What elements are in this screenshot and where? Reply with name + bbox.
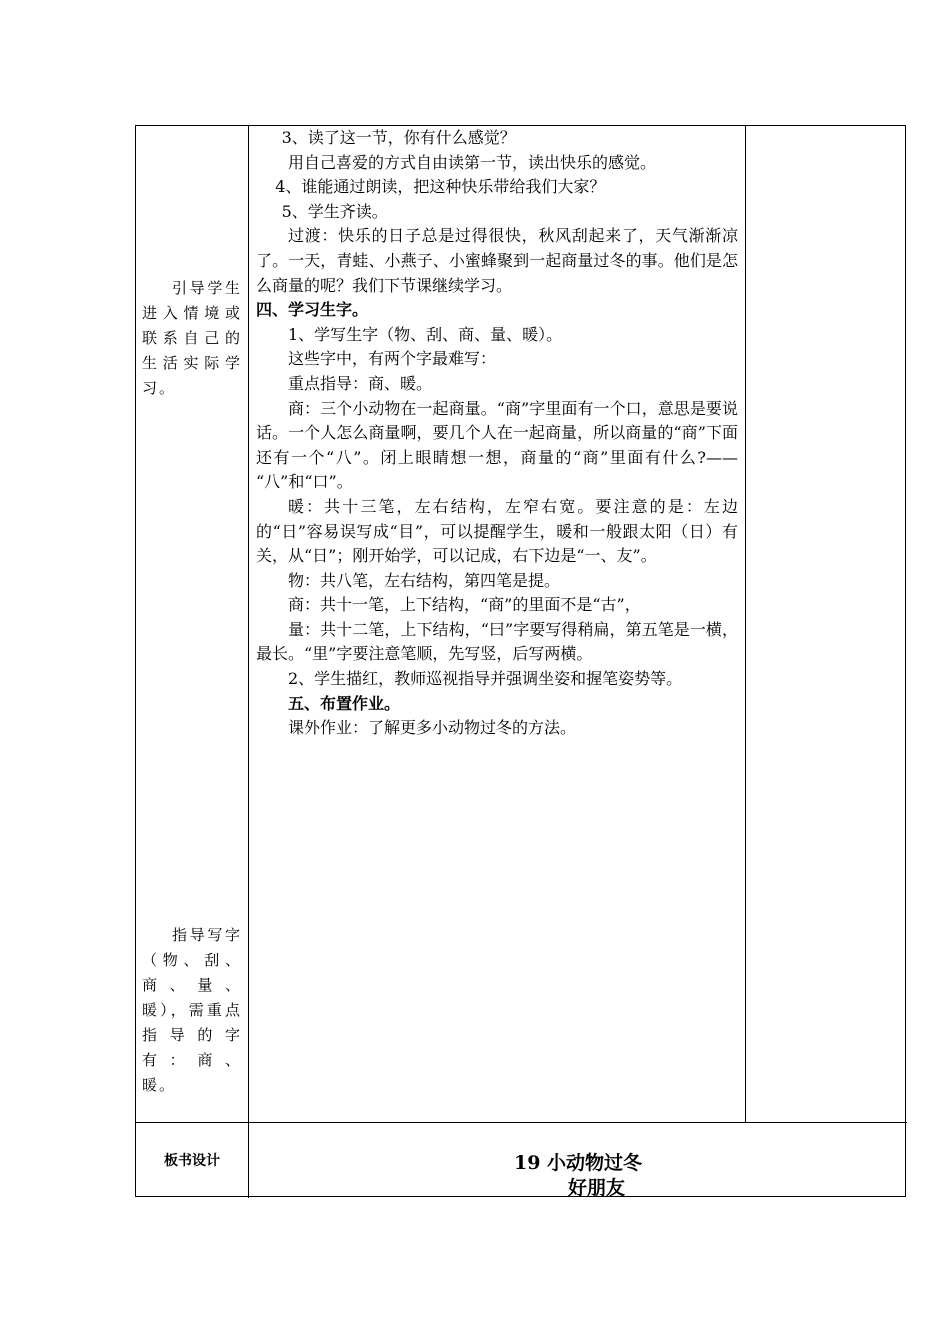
board-title: 19 小动物过冬 [514, 1152, 643, 1174]
paragraph: 1、学写生字（物、刮、商、量、暖）。 [288, 324, 563, 344]
side-note-text: 指导写字（物、刮、商、量、暖），需重点指导的字有：商、暖。 [142, 926, 242, 1094]
paragraph: 商：共十一笔，上下结构，“商”的里面不是“古”， [288, 595, 641, 615]
paragraph: 量：共十二笔，上下结构，“曰”字要写得稍扁，第五笔是一横，最长。“里”字要注意笔顺，先写竖，后写两横。 [256, 619, 738, 664]
row-divider [136, 1122, 907, 1123]
board-design-label: 板书设计 [164, 1153, 220, 1169]
paragraph: 5、学生齐读。 [281, 201, 388, 221]
column-divider [745, 126, 746, 1123]
side-note-writing [142, 923, 242, 1098]
board-subtitle: 好朋友 [568, 1177, 626, 1199]
column-divider [248, 126, 249, 1198]
side-note-guide [142, 276, 242, 401]
section-heading: 五、布置作业。 [288, 693, 401, 713]
paragraph: 物：共八笔，左右结构，第四笔是提。 [288, 570, 561, 590]
paragraph: 用自己喜爱的方式自由读第一节，读出快乐的感觉。 [288, 152, 657, 172]
paragraph: 3、读了这一节，你有什么感觉？ [281, 128, 516, 147]
paragraph: 重点指导：商、暖。 [288, 373, 433, 393]
paragraph: 4、谁能通过朗读，把这种快乐带给我们大家？ [275, 177, 606, 197]
lesson-table [135, 125, 906, 1197]
side-note-text: 引导学生进入情境或联系自己的生活实际学习。 [142, 279, 242, 397]
lesson-content [256, 126, 738, 741]
paragraph: 这些字中，有两个字最难写： [288, 349, 497, 369]
paragraph: 暖：共十三笔，左右结构，左窄右宽。要注意的是：左边的“日”容易误写成“目”，可以提醒学生，暖和一般跟太阳（日）有关，从“日”；刚开始学，可以记成，右下边是“一、友”。 [256, 496, 738, 566]
paragraph: 2、学生描红，教师巡视指导并强调坐姿和握笔姿势等。 [288, 669, 683, 689]
section-heading: 四、学习生字。 [256, 300, 369, 320]
paragraph: 商：三个小动物在一起商量。“商”字里面有一个口，意思是要说话。一个人怎么商量啊，要几个人在一起商量，所以商量的“商”下面还有一个“八”。闭上眼睛想一想，商量的“商”里面有什么?—— “八”和“口”。 [256, 398, 738, 492]
paragraph: 过渡：快乐的日子总是过得很快，秋风刮起来了，天气渐渐凉了。一天，青蛙、小燕子、小蜜蜂聚到一起商量过冬的事。他们是怎么商量的呢？我们下节课继续学习。 [256, 226, 738, 295]
paragraph: 课外作业：了解更多小动物过冬的方法。 [288, 718, 577, 738]
